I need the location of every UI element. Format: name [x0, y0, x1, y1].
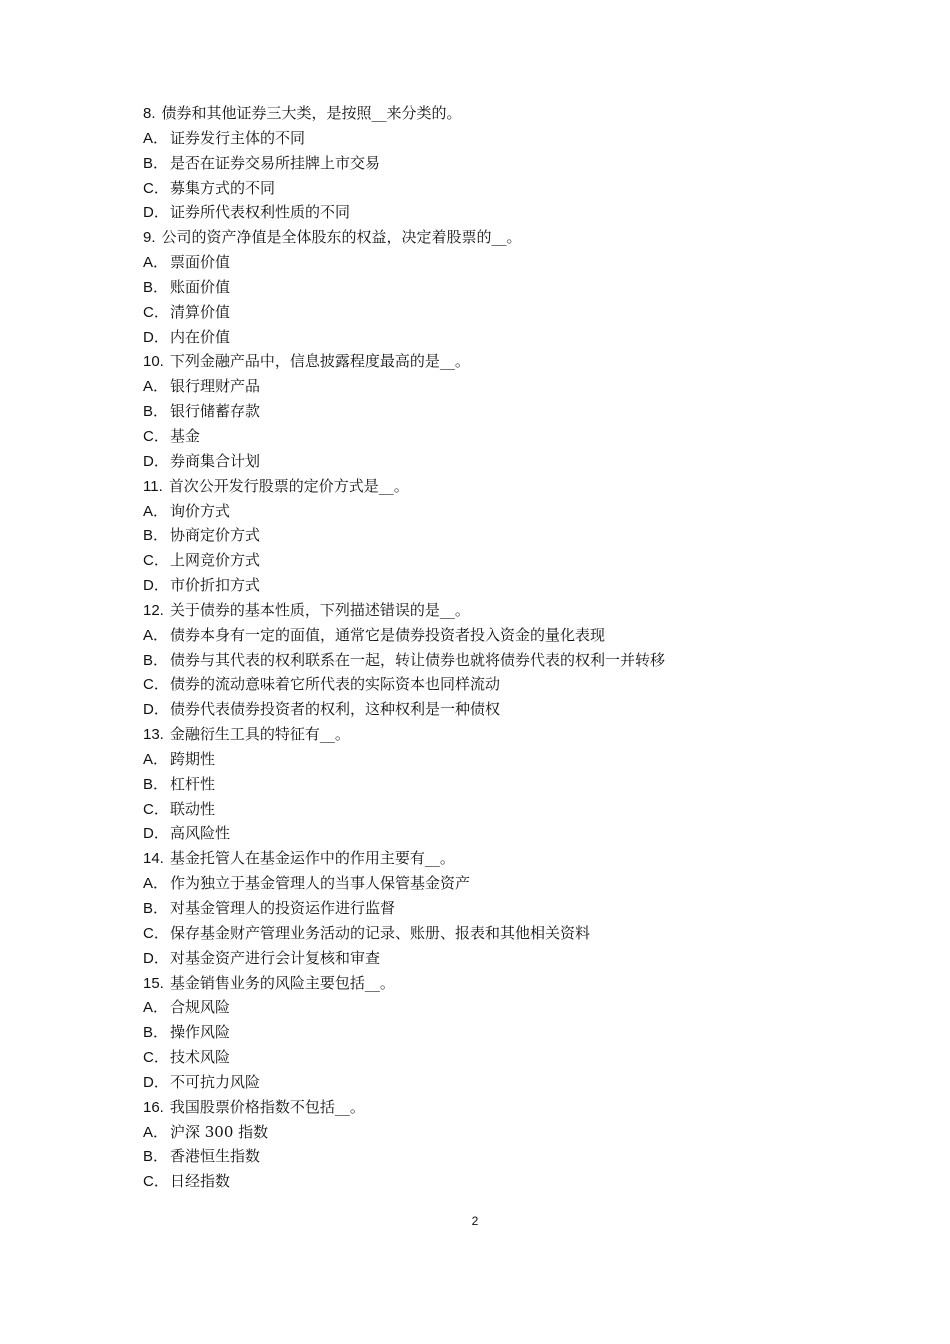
option-text: 债券与其代表的权利联系在一起，转让债券也就将债券代表的权利一并转移 [170, 650, 666, 669]
answer-option [143, 523, 823, 548]
question-number: 8. [143, 105, 156, 122]
option-letter: D． [143, 452, 169, 470]
answer-option [143, 995, 823, 1020]
question-number: 9. [143, 229, 156, 247]
question-stem [143, 1095, 823, 1120]
option-letter: B． [143, 403, 169, 421]
answer-option [143, 1020, 823, 1045]
option-letter: B． [143, 278, 169, 296]
question-text: 公司的资产净值是全体股东的权益，决定着股票的__。 [161, 228, 522, 247]
answer-option [143, 871, 823, 896]
option-letter: B． [143, 154, 169, 172]
answer-option [143, 672, 823, 697]
option-letter: B． [143, 775, 169, 793]
question-stem [143, 225, 823, 250]
question-stem [143, 846, 823, 871]
answer-option [143, 1169, 823, 1194]
answer-option [143, 424, 823, 449]
option-letter: D． [143, 577, 169, 595]
answer-option [143, 548, 823, 573]
answer-option [143, 747, 823, 772]
option-letter: B． [143, 900, 169, 917]
option-letter: D． [143, 949, 169, 967]
answer-option [143, 1120, 823, 1145]
option-text: 市价折扣方式 [170, 576, 261, 595]
option-text: 上网竞价方式 [170, 551, 261, 570]
option-letter: C． [143, 676, 169, 694]
option-text: 银行储蓄存款 [170, 402, 261, 421]
answer-option [143, 921, 823, 946]
question-number: 13. [143, 726, 164, 744]
option-letter: C． [143, 800, 169, 818]
option-text: 作为独立于基金管理人的当事人保管基金资产 [170, 874, 471, 893]
option-text: 杠杆性 [170, 774, 216, 793]
option-text: 票面价值 [170, 253, 231, 272]
question-text: 首次公开发行股票的定价方式是__。 [168, 476, 409, 495]
answer-option [143, 374, 823, 399]
question-stem [143, 349, 823, 374]
option-letter: C． [143, 303, 169, 321]
option-text: 联动性 [170, 799, 216, 818]
option-text: 高风险性 [170, 824, 231, 843]
option-text: 基金 [170, 426, 201, 445]
option-text: 是否在证券交易所挂牌上市交易 [170, 153, 381, 172]
option-letter: D． [143, 825, 169, 843]
question-text: 基金销售业务的风险主要包括__。 [169, 973, 395, 992]
option-text: 对基金资产进行会计复核和审查 [170, 948, 381, 967]
option-letter: A． [143, 378, 169, 396]
question-stem [143, 971, 823, 996]
answer-option [143, 200, 823, 225]
option-text: 债券的流动意味着它所代表的实际资本也同样流动 [170, 675, 501, 694]
answer-option [143, 946, 823, 971]
option-text: 对基金管理人的投资运作进行监督 [170, 899, 396, 917]
question-number: 14. [143, 850, 164, 868]
option-text: 日经指数 [170, 1172, 231, 1191]
question-list [143, 101, 823, 1194]
option-text: 不可抗力风险 [170, 1072, 261, 1091]
option-text: 沪深 300 指数 [170, 1122, 269, 1141]
answer-option [143, 499, 823, 524]
option-letter: A． [143, 626, 169, 644]
option-text: 募集方式的不同 [170, 178, 276, 197]
option-letter: B． [143, 1024, 169, 1042]
answer-option [143, 896, 823, 921]
option-letter: D． [143, 701, 169, 719]
question-number: 11. [143, 477, 163, 495]
option-text: 内在价值 [170, 327, 231, 346]
answer-option [143, 176, 823, 201]
option-letter: C． [143, 924, 169, 942]
question-stem [143, 598, 823, 623]
answer-option [143, 275, 823, 300]
option-text: 债券代表债券投资者的权利，这种权利是一种债权 [170, 700, 501, 719]
option-text: 询价方式 [170, 501, 231, 520]
answer-option [143, 151, 823, 176]
answer-option [143, 250, 823, 275]
answer-option [143, 300, 823, 325]
answer-option [143, 573, 823, 598]
question-number: 12. [143, 601, 164, 619]
option-letter: D． [143, 204, 169, 222]
option-letter: C． [143, 552, 169, 570]
option-text: 协商定价方式 [170, 526, 261, 545]
option-text: 证券所代表权利性质的不同 [170, 203, 351, 222]
option-letter: A． [143, 502, 169, 520]
question-number: 16. [143, 1098, 164, 1116]
question-text: 下列金融产品中，信息披露程度最高的是__。 [169, 352, 470, 371]
option-letter: A． [143, 1123, 169, 1141]
question-stem [143, 101, 823, 126]
option-letter: C． [143, 1049, 169, 1067]
answer-option [143, 821, 823, 846]
option-text: 跨期性 [170, 749, 216, 768]
option-letter: A． [143, 254, 169, 272]
page-number: 2 [471, 1214, 479, 1228]
answer-option [143, 399, 823, 424]
answer-option [143, 623, 823, 648]
question-stem [143, 474, 823, 499]
option-letter: D． [143, 1073, 169, 1091]
option-text: 券商集合计划 [170, 451, 261, 470]
question-number: 15. [143, 974, 164, 992]
question-stem [143, 722, 823, 747]
answer-option [143, 648, 823, 673]
answer-option [143, 449, 823, 474]
option-text: 技术风险 [170, 1048, 231, 1067]
answer-option [143, 126, 823, 151]
option-text: 证券发行主体的不同 [170, 128, 306, 147]
option-letter: D． [143, 328, 169, 346]
answer-option [143, 697, 823, 722]
option-letter: A． [143, 129, 169, 147]
answer-option [143, 1045, 823, 1070]
question-text: 债券和其他证券三大类，是按照__来分类的。 [161, 104, 462, 122]
option-text: 合规风险 [170, 998, 231, 1017]
answer-option [143, 325, 823, 350]
option-text: 操作风险 [170, 1023, 231, 1042]
option-text: 账面价值 [170, 277, 231, 296]
option-letter: B． [143, 1148, 169, 1166]
answer-option [143, 797, 823, 822]
option-text: 保存基金财产管理业务活动的记录、账册、报表和其他相关资料 [170, 923, 591, 942]
option-letter: C． [143, 179, 169, 197]
question-number: 10. [143, 353, 164, 371]
option-letter: B． [143, 527, 169, 545]
question-text: 我国股票价格指数不包括__。 [169, 1097, 365, 1116]
question-text: 关于债券的基本性质，下列描述错误的是__。 [169, 600, 470, 619]
question-text: 金融衍生工具的特征有__。 [169, 725, 350, 744]
option-letter: A． [143, 875, 169, 893]
option-letter: C． [143, 1173, 169, 1191]
option-letter: A． [143, 999, 169, 1017]
question-text: 基金托管人在基金运作中的作用主要有__。 [169, 849, 455, 868]
option-text: 香港恒生指数 [170, 1147, 261, 1166]
option-text: 清算价值 [170, 302, 231, 321]
option-letter: B． [143, 651, 169, 669]
answer-option [143, 1144, 823, 1169]
answer-option [143, 772, 823, 797]
option-text: 银行理财产品 [170, 377, 261, 396]
option-text: 债券本身有一定的面值，通常它是债券投资者投入资金的量化表现 [170, 625, 606, 644]
option-letter: C． [143, 427, 169, 445]
option-letter: A． [143, 750, 169, 768]
answer-option [143, 1070, 823, 1095]
